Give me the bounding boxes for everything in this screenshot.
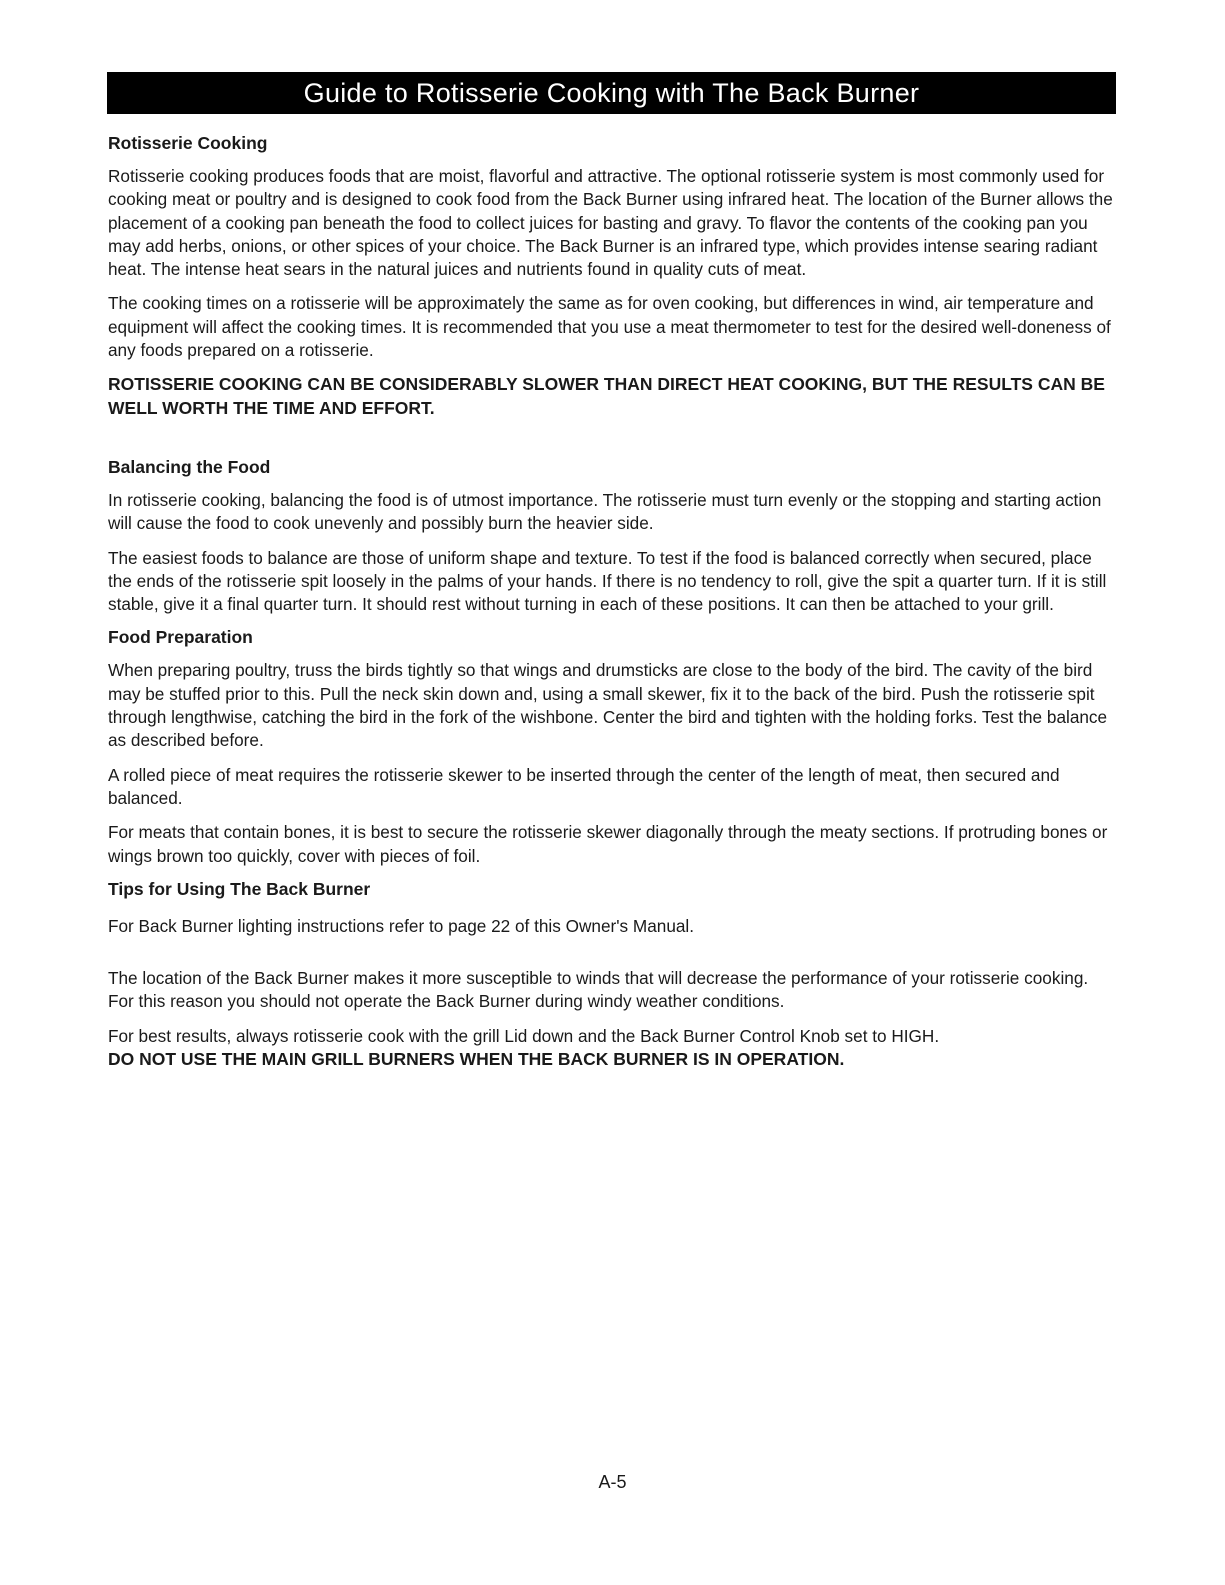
- tips-paragraph-3: For best results, always rotisserie cook with the grill Lid down and the Back Burner Control Knob set to HIGH.: [108, 1025, 940, 1046]
- tips-warning: DO NOT USE THE MAIN GRILL BURNERS WHEN THE BACK BURNER IS IN OPERATION.: [108, 1049, 845, 1070]
- page-title: Guide to Rotisserie Cooking with The Back Burner: [107, 72, 1116, 114]
- preparation-paragraph-3: For meats that contain bones, it is best to secure the rotisserie skewer diagonally through the meaty sections. If protruding bones or wings brown too quickly, cover with pieces of foil.: [108, 822, 1108, 866]
- preparation-paragraph-1: When preparing poultry, truss the birds tightly so that wings and drumsticks are close to the body of the bird. The cavity of the bird may be stuffed prior to this. Pull the neck skin down and, using a small skewer, fix it to the back of the bird. Push the rotisserie spit through lengthwise, catching the bird in the fork of the wishbone. Center the bird and tighten with the holding forks. Test the balance as described before.: [108, 660, 1108, 751]
- heading-tips-back-burner: Tips for Using The Back Burner: [108, 878, 371, 899]
- page-number: A-5: [598, 1472, 627, 1492]
- tips-paragraph-1: For Back Burner lighting instructions refer to page 22 of this Owner's Manual.: [108, 915, 695, 936]
- page-content: [108, 132, 1118, 1071]
- rotisserie-paragraph-1: Rotisserie cooking produces foods that are moist, flavorful and attractive. The optional rotisserie system is most commonly used for cooking meat or poultry and is designed to cook food from the Back Burner using infrared heat. The location of the Burner allows the placement of a cooking pan beneath the food to collect juices for basting and gravy. To flavor the contents of the cooking pan you may add herbs, onions, or other spices of your choice. The Back Burner is an infrared type, which provides intense searing radiant heat. The intense heat sears in the natural juices and nutrients found in quality cuts of meat.: [108, 166, 1113, 280]
- heading-food-preparation: Food Preparation: [108, 627, 253, 648]
- preparation-paragraph-2: A rolled piece of meat requires the rotisserie skewer to be inserted through the center of the length of meat, then secured and balanced.: [108, 764, 1060, 808]
- balancing-paragraph-1: In rotisserie cooking, balancing the food is of utmost importance. The rotisserie must turn evenly or the stopping and starting action will cause the food to cook unevenly and possibly burn the heavier side.: [108, 489, 1102, 534]
- heading-rotisserie-cooking: Rotisserie Cooking: [108, 133, 268, 153]
- rotisserie-paragraph-2: The cooking times on a rotisserie will be approximately the same as for oven cooking, but differences in wind, air temperature and equipment will affect the cooking times. It is recommended that you use a meat thermometer to test for the desired well-doneness of any foods prepared on a rotisserie.: [108, 293, 1111, 361]
- balancing-paragraph-2: The easiest foods to balance are those of uniform shape and texture. To test if the food is balanced correctly when secured, place the ends of the rotisserie spit loosely in the palms of your hands. If there is no tendency to roll, give the spit a quarter turn. If it is still stable, give it a final quarter turn. It should rest without turning in each of these positions. It can then be attached to your grill.: [108, 547, 1107, 615]
- tips-paragraph-2: The location of the Back Burner makes it more susceptible to winds that will decrease the performance of your rotisserie cooking. For this reason you should not operate the Back Burner during windy weather conditions.: [108, 968, 1089, 1012]
- rotisserie-warning: ROTISSERIE COOKING CAN BE CONSIDERABLY SLOWER THAN DIRECT HEAT COOKING, BUT THE RESULTS CAN BE WELL WORTH THE TIME AND EFFORT.: [108, 374, 1105, 418]
- heading-balancing-the-food: Balancing the Food: [108, 456, 271, 477]
